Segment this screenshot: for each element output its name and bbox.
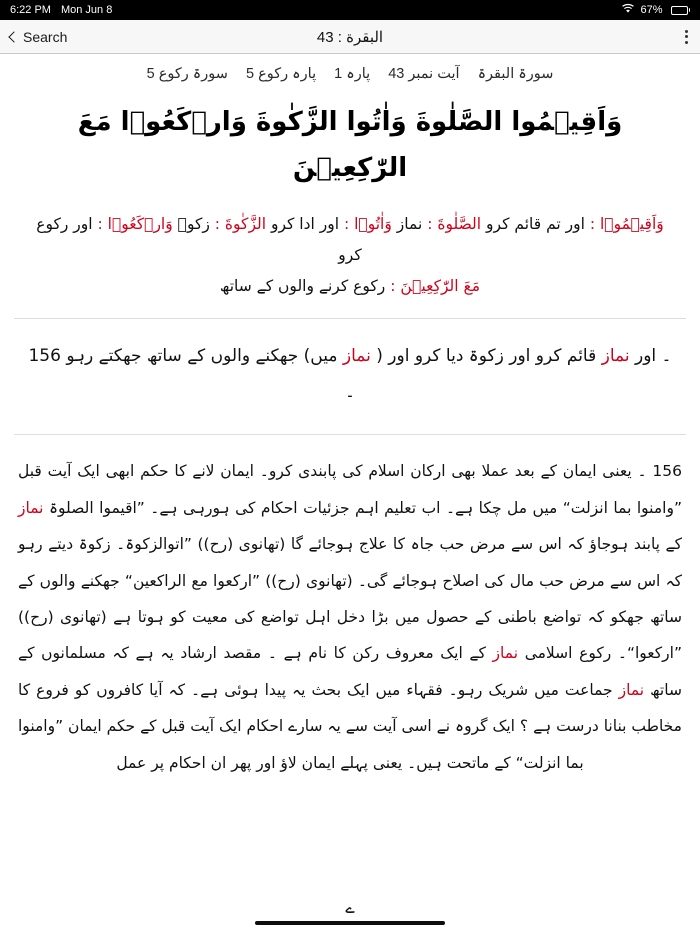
wordwise-line-2	[26, 271, 674, 302]
ww-word-2: الصَّلٰوةَ :	[427, 215, 482, 233]
ww-meaning-6: رکوع کرنے والوں کے ساتھ	[219, 277, 386, 295]
navigation-bar	[0, 20, 700, 54]
translation-prefix: ۔ اور	[635, 346, 672, 366]
meta-para-ruku: پارہ رکوع 5	[245, 66, 317, 82]
wifi-icon	[621, 3, 635, 17]
status-bar-right	[621, 3, 690, 17]
translation-mid-2: میں) جھکنے والوں کے ساتھ جھکتے رہو	[66, 346, 338, 366]
meta-surah-ruku: سورۃ رکوع 5	[146, 66, 228, 82]
ww-word-4: الزَّكٰوةَ :	[214, 215, 267, 233]
wordwise-line-1	[26, 209, 674, 271]
ayah-arabic-text: وَاَقِيۡمُوا الصَّلٰوةَ وَاٰتُوا الزَّكٰوةَ وَارۡكَعُوۡا مَعَ الرّٰكِعِيۡنَ	[77, 107, 623, 183]
ww-word-3: وَاٰتُوۡا :	[343, 215, 392, 233]
overflow-menu-icon[interactable]	[683, 26, 690, 48]
meta-para: پارہ 1	[334, 66, 371, 82]
ww-word-6: مَعَ الرّٰكِعِيۡنَ :	[390, 277, 481, 295]
tafseer-highlight-2: نماز	[492, 644, 519, 663]
tafseer-part-3: کے ایک معروف رکن کا نام ہے ۔ مقصد ارشاد یہ ہے کہ مسلمانوں کے ساتھ	[18, 644, 682, 699]
ayah-content	[0, 54, 700, 892]
tafseer-part-4: جماعت میں شریک رہو۔ فقہاء میں ایک بحث یہ پیدا ہوئی ہے۔ کہ آیا کافروں کو فروع کا مخاطب بنانا درست ہے ؟ ایک گروہ نے اسی آیت سے یہ سارے احکام ایک آیت قبل کے حکم ایمان ”وامنوا بما انزلت“ کے ماتحت ہیں۔ یعنی پہلے ایمان لاؤ اور پھر ان احکام پر عمل	[18, 680, 682, 772]
ww-meaning-3: اور ادا کرو	[270, 215, 340, 233]
meta-ayah: آیت نمبر 43	[388, 66, 460, 82]
status-date: Mon Jun 8	[60, 4, 113, 16]
home-indicator[interactable]	[255, 921, 445, 925]
battery-percent-label: 67%	[640, 4, 663, 16]
ww-word-5: وَارۡكَعُوۡا :	[97, 215, 173, 233]
trailing-glyph: ے	[345, 898, 355, 917]
tafseer-part-1: 156 ۔ یعنی ایمان کے بعد عملا بھی ارکان اسلام کی پابندی کرو۔ ایمان لانے کا حکم ابھی ایک آیت قبل ”وامنوا بما انزلت“ میں مل چکا ہے۔ اب تعلیم اہم جزئیات احکام کی ہورہی ہے۔ ”اقیموا الصلوۃ	[18, 462, 682, 517]
ayah-meta	[14, 54, 686, 86]
meta-surah: سورۃ البقرۃ	[477, 66, 554, 82]
status-bar	[0, 0, 700, 20]
page-title: البقرة : 43	[316, 28, 384, 46]
back-button-label: Search	[23, 28, 68, 45]
bottom-area	[0, 892, 700, 934]
status-time: 6:22 PM	[10, 4, 51, 16]
translation-mid-1: قائم کرو اور زکوۃ دیا کرو اور (	[376, 346, 597, 366]
translation-highlight-2: نماز	[342, 346, 371, 366]
translation-suffix: ۔	[345, 381, 355, 402]
tafseer-part-2: کے پابند ہوجاؤ کہ اس سے مرض حب جاہ کا علاج ہوجائے گا (تھانوی (رح)) ”اتوالزکوۃ۔ زکوۃ دیتے رہو کہ اس سے مرض حب مال کی اصلاح ہوجائے گی۔ (تھانوی (رح)) ”ارکعوا مع الراکعین“ جھکنے والوں کے ساتھ جھکو کہ تواضع باطنی کے حصول میں بڑا دخل اہل تواضع کی معیت کو ہوتا ہے (تھانوی (رح)) ”ارکعوا“۔ رکوع اسلامی	[18, 535, 682, 663]
back-button[interactable]	[10, 29, 67, 45]
translation-number: 156	[28, 346, 61, 366]
chevron-left-icon	[8, 31, 19, 42]
tafseer-highlight-3: نماز	[618, 680, 645, 699]
ww-meaning-2: نماز	[396, 215, 423, 233]
translation-highlight-1: نماز	[601, 346, 630, 366]
ww-meaning-1: اور تم قائم کرو	[486, 215, 585, 233]
urdu-translation	[14, 319, 686, 432]
battery-icon	[668, 6, 691, 15]
ww-word-1: وَاَقِيۡمُوۡا :	[589, 215, 664, 233]
ww-meaning-4: زکوۃ	[177, 215, 210, 233]
status-bar-left	[10, 4, 112, 16]
tafseer-text	[14, 435, 686, 791]
tafseer-highlight-1: نماز	[18, 498, 44, 517]
ww-meaning-5: اور رکوع کرو	[36, 215, 362, 264]
word-by-word-translation	[14, 207, 686, 316]
